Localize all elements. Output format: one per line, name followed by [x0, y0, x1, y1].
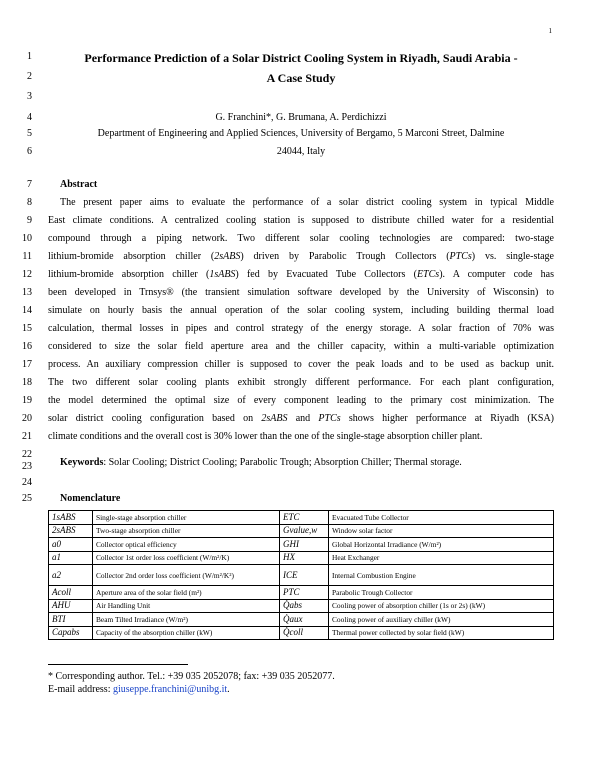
abstract-line: climate conditions and the overall cost is 30% lower than the one of the single-stage absorption chiller plant.: [48, 431, 483, 442]
line-number: 8: [27, 197, 32, 208]
abstract-term: 1sABS: [209, 269, 236, 280]
nomenclature-symbol: ICE: [280, 565, 329, 586]
line-number: 20: [22, 413, 32, 424]
abstract-term: PTCs: [449, 251, 472, 262]
nomenclature-symbol: 1sABS: [49, 511, 93, 525]
nomenclature-row: [49, 626, 554, 640]
abstract-term: ETCs: [416, 269, 440, 280]
line-number: 11: [22, 251, 32, 262]
abstract-line: lithium-bromide absorption chiller (2sABS) driven by Parabolic Trough Collectors (PTCs) vs. single-stage: [48, 251, 554, 262]
abstract-line: compound through a piping network. Two different solar cooling technologies are compared: two-stage: [48, 233, 554, 244]
line-number: 21: [22, 431, 32, 442]
nomenclature-description: Air Handling Unit: [93, 599, 280, 613]
abstract-line: lithium-bromide absorption chiller (1sABS) fed by Evacuated Tube Collectors (ETCs). A computer code has: [48, 269, 555, 280]
line-number: 25: [22, 493, 32, 504]
page-number: 1: [548, 27, 552, 35]
keywords-text: : Solar Cooling; District Cooling; Parabolic Trough; Absorption Chiller; Thermal storage.: [103, 457, 462, 468]
line-number: 23: [22, 461, 32, 472]
nomenclature-symbol: Capabs: [49, 626, 93, 640]
email-period: .: [227, 684, 230, 695]
nomenclature-symbol: BTI: [49, 613, 93, 627]
nomenclature-row: [49, 524, 554, 538]
abstract-line: considered to size the solar field aperture area and the chiller capacity, within a multi-variable optimization: [48, 341, 554, 352]
paper-title-line-1: Performance Prediction of a Solar District Cooling System in Riyadh, Saudi Arabia -: [84, 51, 518, 65]
footnote-divider: [48, 664, 188, 665]
authors: G. Franchini*, G. Brumana, A. Perdichizzi: [215, 112, 387, 123]
nomenclature-description: Global Horizontal Irradiance (W/m²): [329, 538, 554, 552]
line-number: 16: [22, 341, 32, 352]
line-number: 1: [27, 51, 32, 62]
line-number: 15: [22, 323, 32, 334]
nomenclature-row: [49, 551, 554, 565]
affiliation-line-1: Department of Engineering and Applied Sciences, University of Bergamo, 5 Marconi Street, Dalmine: [97, 128, 505, 139]
nomenclature-table: [48, 510, 554, 640]
line-number: 2: [27, 71, 32, 82]
abstract-heading: Abstract: [60, 179, 98, 190]
line-number: 7: [27, 179, 32, 190]
abstract-term: 2sABS: [261, 413, 288, 424]
nomenclature-symbol: HX: [280, 551, 329, 565]
affiliation-line-2: 24044, Italy: [276, 146, 326, 157]
abstract-term: 2sABS: [214, 251, 241, 262]
nomenclature-symbol: Q̇coll: [280, 626, 329, 640]
nomenclature-symbol: AHU: [49, 599, 93, 613]
abstract-line: The present paper aims to evaluate the performance of a solar district cooling system in typical Middle: [60, 197, 554, 208]
nomenclature-heading: Nomenclature: [60, 493, 121, 504]
email-label: E-mail address:: [48, 684, 113, 695]
line-number: 17: [22, 359, 32, 370]
nomenclature-symbol: GHI: [280, 538, 329, 552]
line-number: 3: [27, 91, 32, 102]
nomenclature-description: Parabolic Trough Collector: [329, 586, 554, 600]
nomenclature-description: Window solar factor: [329, 524, 554, 538]
nomenclature-symbol: Q̇abs: [280, 599, 329, 613]
nomenclature-symbol: 2sABS: [49, 524, 93, 538]
nomenclature-description: Internal Combustion Engine: [329, 565, 554, 586]
nomenclature-description: Cooling power of auxiliary chiller (kW): [329, 613, 554, 627]
nomenclature-symbol: a0: [49, 538, 93, 552]
nomenclature-symbol: Gvalue,w: [280, 524, 329, 538]
line-number: 24: [22, 477, 32, 488]
keywords-label: Keywords: [60, 457, 104, 468]
nomenclature-symbol: a1: [49, 551, 93, 565]
abstract-line: The two different solar cooling plants exhibit strongly different performance. For each plant configuration,: [48, 377, 554, 388]
nomenclature-symbol: Acoll: [49, 586, 93, 600]
paper-title-line-2: A Case Study: [266, 71, 336, 85]
nomenclature-description: Two-stage absorption chiller: [93, 524, 280, 538]
line-number: 18: [22, 377, 32, 388]
nomenclature-description: Collector 1st order loss coefficient (W/m²/K): [93, 551, 280, 565]
nomenclature-symbol: Q̇aux: [280, 613, 329, 627]
nomenclature-description: Capacity of the absorption chiller (kW): [93, 626, 280, 640]
line-number: 14: [22, 305, 32, 316]
nomenclature-description: Heat Exchanger: [329, 551, 554, 565]
nomenclature-row: [49, 586, 554, 600]
nomenclature-description: Single-stage absorption chiller: [93, 511, 280, 525]
nomenclature-symbol: PTC: [280, 586, 329, 600]
line-number: 19: [22, 395, 32, 406]
nomenclature-description: Evacuated Tube Collector: [329, 511, 554, 525]
abstract-line: East climate conditions. A centralized cooling station is supposed to distribute chilled water for a residential: [48, 215, 554, 226]
nomenclature-symbol: a2: [49, 565, 93, 586]
abstract-line: simulate on hourly basis the annual operation of the solar cooling system, including building thermal load: [48, 305, 554, 316]
nomenclature-row: [49, 613, 554, 627]
line-number: 13: [22, 287, 32, 298]
line-number: 6: [27, 146, 32, 157]
nomenclature-description: Cooling power of absorption chiller (1s or 2s) (kW): [329, 599, 554, 613]
abstract-line: calculation, thermal losses in pipes and control strategy of the energy storage. A solar fraction of 70% was: [48, 323, 554, 334]
nomenclature-description: Thermal power collected by solar field (kW): [329, 626, 554, 640]
abstract-line: solar district cooling configuration based on 2sABS and PTCs shows higher performance at Riyadh (KSA): [48, 413, 554, 424]
abstract-term: PTCs: [318, 413, 341, 424]
nomenclature-row: [49, 511, 554, 525]
nomenclature-description: Collector 2nd order loss coefficient (W/m²/K²): [93, 565, 280, 586]
nomenclature-row: [49, 565, 554, 586]
keywords-line: [60, 457, 566, 469]
line-number: 12: [22, 269, 32, 280]
abstract-line: process. An auxiliary compression chiller is supposed to cover the peak loads and to be used as backup unit.: [48, 359, 554, 370]
line-number: 9: [27, 215, 32, 226]
line-number: 10: [22, 233, 32, 244]
nomenclature-description: Beam Tilted Irradiance (W/m²): [93, 613, 280, 627]
line-number: 22: [22, 449, 32, 460]
abstract-line: been developed in Trnsys® (the transient simulation software developed by the University of Wisconsin) to: [48, 287, 554, 298]
footnote-email-line: [48, 684, 230, 696]
nomenclature-description: Collector optical efficiency: [93, 538, 280, 552]
footnote-corresponding-author: * Corresponding author. Tel.: +39 035 2052078; fax: +39 035 2052077.: [48, 671, 335, 682]
nomenclature-description: Aperture area of the solar field (m²): [93, 586, 280, 600]
abstract-line: the model determined the optimal size of every component leading to the primary cost minimization. The: [48, 395, 554, 406]
nomenclature-symbol: ETC: [280, 511, 329, 525]
line-number: 4: [27, 112, 32, 123]
email-link[interactable]: giuseppe.franchini@unibg.it: [112, 684, 228, 695]
nomenclature-row: [49, 599, 554, 613]
nomenclature-row: [49, 538, 554, 552]
line-number: 5: [27, 128, 32, 139]
